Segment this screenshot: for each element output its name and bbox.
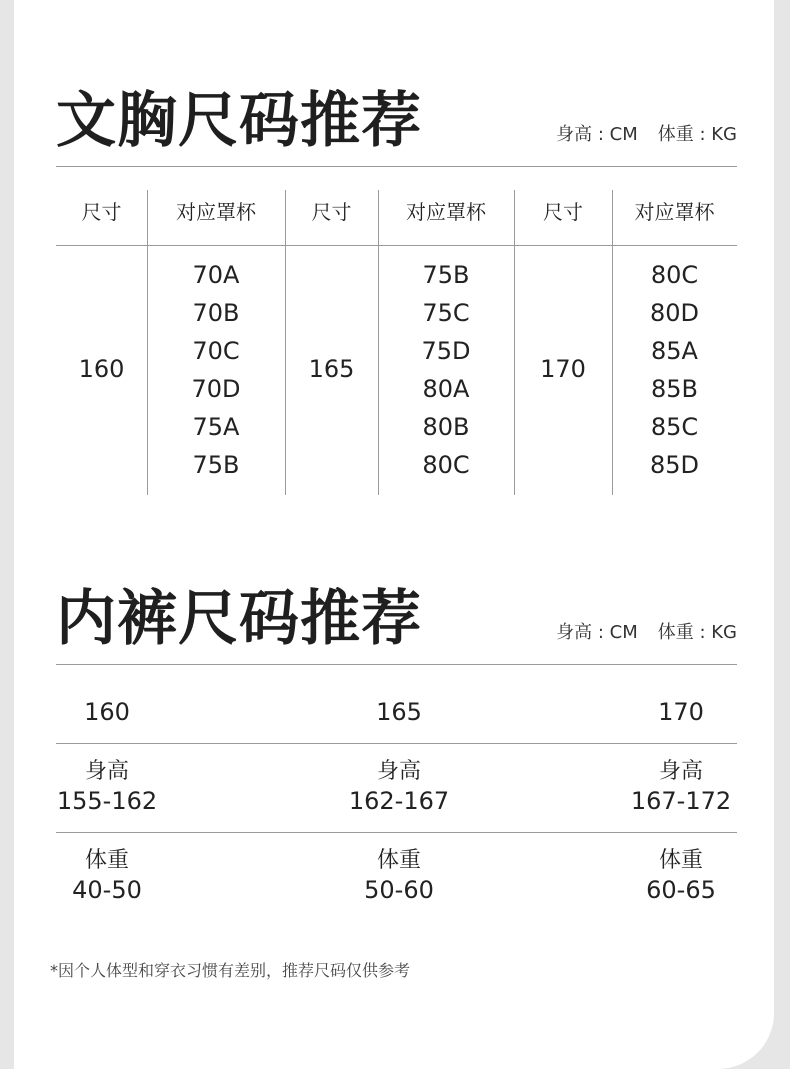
panty-size-cell bbox=[630, 697, 732, 727]
bra-size-table bbox=[56, 190, 737, 495]
header-cup: 对应罩杯 bbox=[176, 200, 256, 224]
cup-value: 80C bbox=[650, 261, 699, 289]
panty-height-cell bbox=[342, 758, 456, 816]
cup-value: 85C bbox=[650, 413, 699, 441]
panty-section-title: 内裤尺码推荐 bbox=[56, 584, 422, 654]
weight-range: 50-60 bbox=[364, 876, 434, 904]
weight-range: 60-65 bbox=[646, 876, 716, 904]
cup-value: 70C bbox=[192, 337, 240, 365]
cup-list bbox=[378, 261, 514, 489]
cup-value: 80C bbox=[422, 451, 470, 479]
panty-size-cell bbox=[56, 697, 158, 727]
size-value: 165 bbox=[308, 355, 355, 383]
panty-units bbox=[556, 618, 737, 644]
weight-range: 40-50 bbox=[72, 876, 142, 904]
cup-value: 75D bbox=[421, 337, 471, 365]
panty-size-value: 170 bbox=[658, 698, 704, 726]
cup-value: 70A bbox=[192, 261, 240, 289]
panty-weight-cell bbox=[50, 847, 164, 905]
footnote: *因个人体型和穿衣习惯有差别，推荐尺码仅供参考 bbox=[50, 961, 411, 980]
cup-value: 85B bbox=[650, 375, 698, 403]
cup-value: 70D bbox=[191, 375, 241, 403]
panty-size-cell bbox=[348, 697, 450, 727]
panty-section-header bbox=[56, 584, 737, 665]
panty-height-row bbox=[56, 744, 737, 833]
height-range: 162-167 bbox=[348, 787, 450, 815]
header-cup: 对应罩杯 bbox=[634, 200, 715, 224]
panty-height-cell bbox=[50, 758, 164, 816]
header-size: 尺寸 bbox=[81, 200, 122, 224]
size-value: 170 bbox=[540, 355, 586, 383]
bra-units-weight: 体重 : KG bbox=[657, 124, 737, 145]
panty-size-value: 165 bbox=[376, 698, 422, 726]
panty-size-table bbox=[56, 664, 737, 904]
cup-value: 70B bbox=[192, 299, 240, 327]
panty-weight-cell bbox=[624, 847, 738, 905]
cup-value: 85A bbox=[651, 337, 698, 365]
height-label: 身高 bbox=[658, 759, 703, 784]
column-divider bbox=[285, 190, 286, 495]
weight-label: 体重 bbox=[376, 848, 421, 873]
cup-list bbox=[612, 261, 737, 489]
bra-section-header bbox=[56, 86, 737, 167]
cup-value: 75B bbox=[192, 451, 240, 479]
cup-value: 75A bbox=[192, 413, 240, 441]
header-size: 尺寸 bbox=[311, 200, 352, 224]
panty-units-height: 身高 : CM bbox=[556, 622, 638, 643]
panty-weight-cell bbox=[342, 847, 456, 905]
height-label: 身高 bbox=[84, 759, 129, 784]
cup-value: 75C bbox=[422, 299, 470, 327]
panty-units-weight: 体重 : KG bbox=[657, 622, 737, 643]
weight-label: 体重 bbox=[84, 848, 129, 873]
panty-height-cell bbox=[624, 758, 738, 816]
panty-size-row bbox=[56, 664, 737, 744]
bra-units-height: 身高 : CM bbox=[556, 124, 638, 145]
height-range: 155-162 bbox=[56, 787, 158, 815]
bra-section-title: 文胸尺码推荐 bbox=[56, 86, 422, 156]
height-label: 身高 bbox=[376, 759, 421, 784]
column-divider bbox=[514, 190, 515, 495]
height-range: 167-172 bbox=[630, 787, 732, 815]
weight-label: 体重 bbox=[658, 848, 703, 873]
cup-value: 80A bbox=[422, 375, 470, 403]
size-value: 160 bbox=[78, 355, 125, 383]
bra-units bbox=[556, 120, 737, 146]
header-size: 尺寸 bbox=[543, 200, 583, 224]
header-cup: 对应罩杯 bbox=[406, 200, 486, 224]
cup-value: 85D bbox=[649, 451, 700, 479]
cup-value: 80D bbox=[649, 299, 700, 327]
cup-list bbox=[147, 261, 285, 489]
panty-size-value: 160 bbox=[84, 698, 130, 726]
cup-value: 80B bbox=[422, 413, 470, 441]
cup-value: 75B bbox=[422, 261, 470, 289]
